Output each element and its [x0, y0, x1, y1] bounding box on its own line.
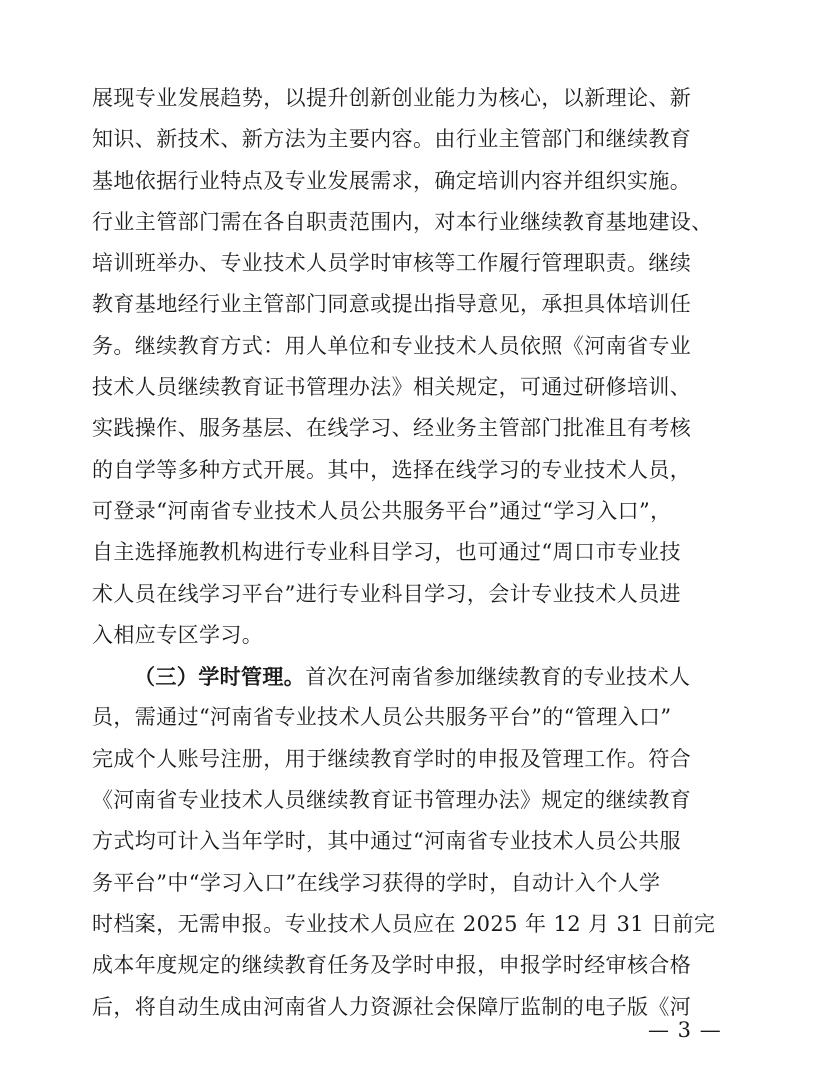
section-line-7: 成本年度规定的继续教育任务及学时申报，申报学时经审核合格 [92, 953, 692, 978]
section-heading: （三）学时管理。 [134, 664, 306, 690]
page-number: — 3 — [648, 1018, 722, 1042]
section-line-6: 时档案，无需申报。专业技术人员应在 2025 年 12 月 31 日前完 [92, 911, 716, 936]
paragraph-line-14: 入相应专区学习。 [92, 622, 264, 647]
body-text [92, 78, 732, 1028]
section-first-line-text: 首次在河南省参加继续教育的专业技术人 [305, 665, 691, 690]
paragraph-line-12: 自主选择施教机构进行专业科目学习，也可通过“周口市专业技 [92, 540, 681, 565]
paragraph-line-5: 培训班举办、专业技术人员学时审核等工作履行管理职责。继续 [92, 251, 692, 276]
paragraph-line-10: 的自学等多种方式开展。其中，选择在线学习的专业技术人员， [92, 457, 692, 482]
paragraph-line-3: 基地依据行业特点及专业发展需求，确定培训内容并组织实施。 [92, 168, 692, 193]
section-line-5: 务平台”中“学习入口”在线学习获得的学时，自动计入个人学 [92, 870, 661, 895]
paragraph-line-2: 知识、新技术、新方法为主要内容。由行业主管部门和继续教育 [92, 127, 692, 152]
section-heading-line [92, 656, 732, 697]
section-line-8: 后，将自动生成由河南省人力资源社会保障厅监制的电子版《河 [92, 994, 692, 1019]
paragraph-line-9: 实践操作、服务基层、在线学习、经业务主管部门批准且有考核 [92, 416, 692, 441]
paragraph-line-8: 技术人员继续教育证书管理办法》相关规定，可通过研修培训、 [92, 375, 692, 400]
section-line-1: 员，需通过“河南省专业技术人员公共服务平台”的“管理入口” [92, 705, 672, 730]
section-line-4: 方式均可计入当年学时，其中通过“河南省专业技术人员公共服 [92, 829, 681, 854]
section-line-2: 完成个人账号注册，用于继续教育学时的申报及管理工作。符合 [92, 746, 692, 771]
paragraph-line-13: 术人员在线学习平台”进行专业科目学习，会计专业技术人员进 [92, 581, 681, 606]
paragraph-line-11: 可登录“河南省专业技术人员公共服务平台”通过“学习入口”， [92, 498, 672, 523]
paragraph-line-6: 教育基地经行业主管部门同意或提出指导意见，承担具体培训任 [92, 292, 692, 317]
paragraph-line-7: 务。继续教育方式：用人单位和专业技术人员依照《河南省专业 [92, 333, 692, 358]
paragraph-line-1: 展现专业发展趋势，以提升创新创业能力为核心，以新理论、新 [92, 86, 692, 110]
paragraph-line-4: 行业主管部门需在各自职责范围内，对本行业继续教育基地建设、 [92, 209, 713, 234]
section-line-3: 《河南省专业技术人员继续教育证书管理办法》规定的继续教育 [92, 788, 692, 813]
